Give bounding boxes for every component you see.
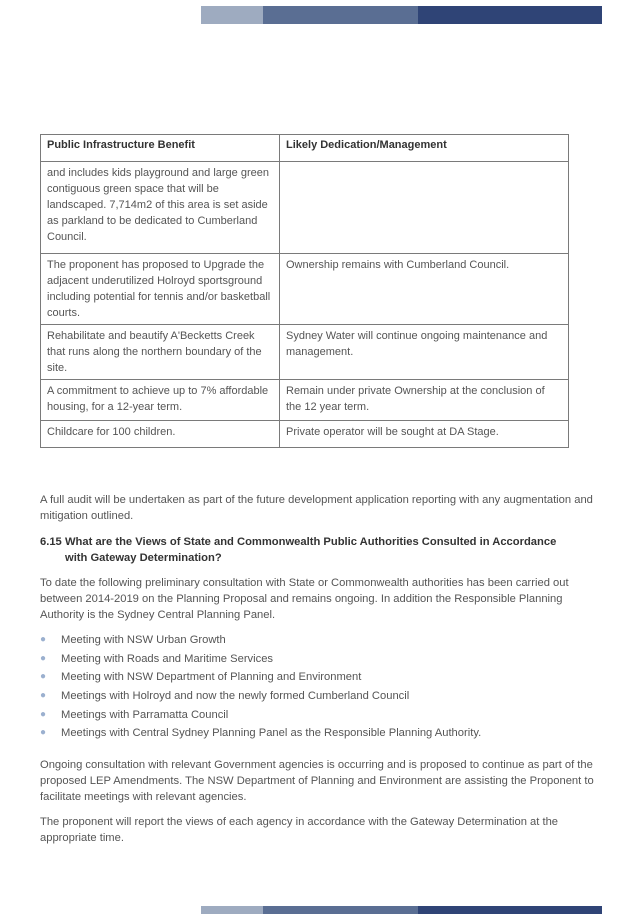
bullet-icon: ● xyxy=(40,727,47,739)
table-cell: Remain under private Ownership at the conclusion of the 12 year term. xyxy=(280,380,569,421)
table-cell xyxy=(280,162,569,254)
section-number: 6.15 xyxy=(40,536,62,548)
table-header-row xyxy=(41,135,569,162)
table-cell: The proponent has proposed to Upgrade the adjacent underutilized Holroyd sportsground including potential for tennis and/or basketball courts. xyxy=(41,254,280,325)
table-header-cell: Likely Dedication/Management xyxy=(280,135,569,162)
list-item xyxy=(40,632,481,651)
list-item xyxy=(40,688,481,707)
table-cell: Childcare for 100 children. xyxy=(41,421,280,448)
list-item xyxy=(40,707,481,726)
list-item-text: Meeting with NSW Urban Growth xyxy=(61,634,226,646)
list-item-text: Meeting with NSW Department of Planning and Environment xyxy=(61,671,362,684)
consultation-list xyxy=(40,632,481,744)
list-item-text: Meetings with Holroyd and now the newly formed Cumberland Council xyxy=(61,690,410,703)
bullet-icon: ● xyxy=(40,690,47,702)
section-title-line2: with Gateway Determination? xyxy=(65,552,222,564)
table-row xyxy=(41,254,569,325)
table-cell: Private operator will be sought at DA Stage. xyxy=(280,421,569,448)
footer-bar-segment xyxy=(201,906,263,914)
table-cell: and includes kids playground and large green contiguous green space that will be landscaped. 7,714m2 of this area is set aside as parkland to be dedicated to Cumberland Council. xyxy=(41,162,280,254)
section-heading xyxy=(40,534,600,566)
footer-bar-segment xyxy=(418,906,602,914)
list-item-text: Meetings with Central Sydney Planning Panel as the Responsible Planning Authority. xyxy=(61,727,482,740)
list-item xyxy=(40,669,481,688)
table-cell: Rehabilitate and beautify A'Becketts Creek that runs along the northern boundary of the site. xyxy=(41,325,280,380)
list-item-text: Meetings with Parramatta Council xyxy=(61,708,229,721)
ongoing-paragraph: Ongoing consultation with relevant Government agencies is occurring and is proposed to continue as part of the proposed LEP Amendments. The NSW Department of Planning and Environment are assisting the Proponent to facilitate meetings with relevant agencies. xyxy=(40,759,594,803)
list-item-text: Meeting with Roads and Maritime Services xyxy=(61,652,274,665)
header-bar-segment xyxy=(201,6,263,24)
table-cell: A commitment to achieve up to 7% affordable housing, for a 12-year term. xyxy=(41,380,280,421)
bullet-icon: ● xyxy=(40,708,47,720)
table-row xyxy=(41,325,569,380)
table-row xyxy=(41,421,569,448)
table-row xyxy=(41,162,569,254)
bullet-icon: ● xyxy=(40,634,47,645)
report-paragraph: The proponent will report the views of each agency in accordance with the Gateway Determination at the appropriate time. xyxy=(40,816,559,844)
infrastructure-table xyxy=(40,134,569,448)
header-bar-segment xyxy=(263,6,418,24)
consultation-paragraph: To date the following preliminary consultation with State or Commonwealth authorities has been carried out between 2014-2019 on the Planning Proposal and remains ongoing. In addition the Responsible Planning Authority is the Sydney Central Planning Panel. xyxy=(40,577,569,621)
bullet-icon: ● xyxy=(40,671,47,683)
table-row xyxy=(41,380,569,421)
bullet-icon: ● xyxy=(40,652,47,664)
header-bar-segment xyxy=(418,6,602,24)
section-title-line1: What are the Views of State and Commonwealth Public Authorities Consulted in Accordance xyxy=(65,536,557,548)
footer-decorative-bar xyxy=(201,906,602,914)
table-header-cell: Public Infrastructure Benefit xyxy=(41,135,280,162)
list-item xyxy=(40,725,481,744)
list-item xyxy=(40,651,481,670)
footer-bar-segment xyxy=(263,906,418,914)
table-cell: Ownership remains with Cumberland Council. xyxy=(280,254,569,325)
header-decorative-bar xyxy=(201,6,602,24)
table-cell: Sydney Water will continue ongoing maintenance and management. xyxy=(280,325,569,380)
audit-paragraph: A full audit will be undertaken as part of the future development application reporting with any augmentation and mitigation outlined. xyxy=(40,494,593,522)
